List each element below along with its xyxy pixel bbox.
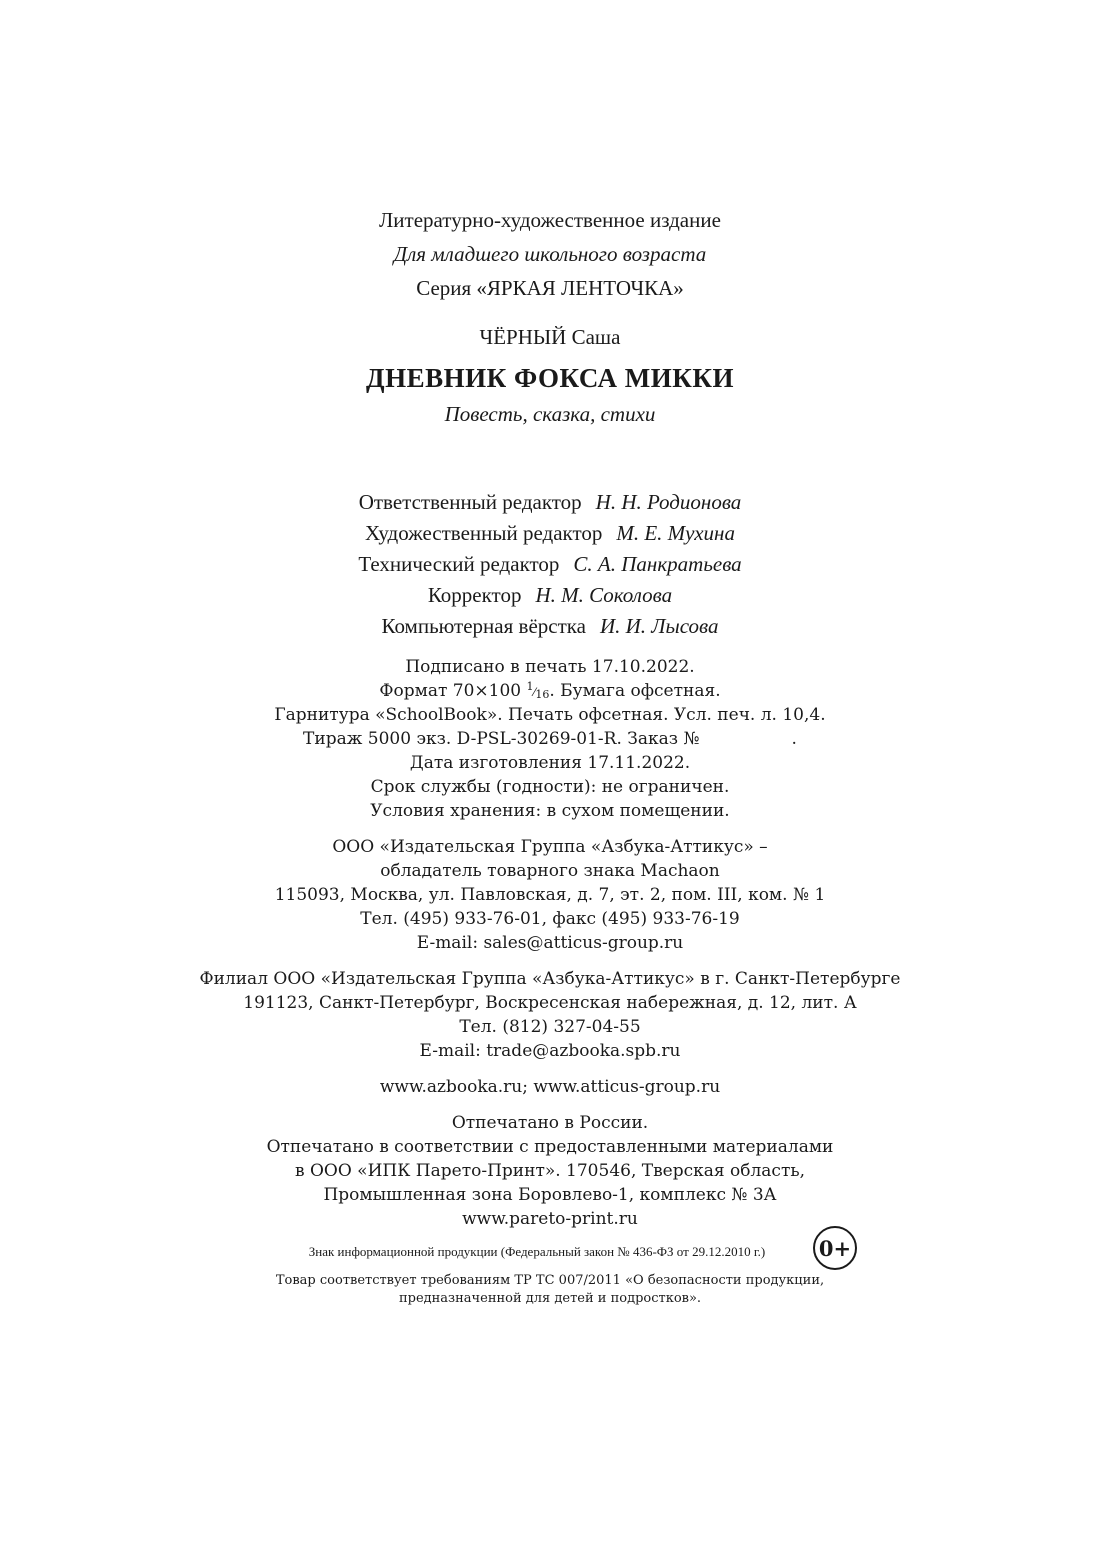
format-fraction: 1⁄16 (526, 680, 550, 701)
credit-person: Н. Н. Родионова (595, 490, 742, 514)
publisher-name: ООО «Издательская Группа «Азбука-Аттикус» – (332, 837, 768, 857)
credit-role: Корректор (427, 583, 522, 607)
age-rating-badge: 0+ (813, 1226, 857, 1270)
printed-country: Отпечатано в России. (451, 1113, 649, 1133)
audience-line: Для младшего школьного возраста (393, 242, 707, 266)
book-subtitle: Повесть, сказка, стихи (444, 402, 656, 426)
credit-line (0, 519, 1100, 547)
branch-name: Филиал ООО «Издательская Группа «Азбука-Аттикус» в г. Санкт-Петербурге (199, 969, 901, 989)
run-line: Тираж 5000 экз. D-PSL-30269-01-R. Заказ № . (303, 729, 797, 749)
websites-line: www.azbooka.ru; www.atticus-group.ru (379, 1077, 721, 1097)
storage-line: Условия хранения: в сухом помещении. (370, 801, 730, 821)
credit-person: И. И. Лысова (599, 614, 719, 638)
printer-zone: Промышленная зона Боровлево-1, комплекс № 3А (323, 1185, 777, 1205)
signed-line: Подписано в печать 17.10.2022. (405, 657, 695, 677)
conformity-line-2: предназначенной для детей и подростков». (398, 1291, 702, 1306)
author-line (0, 323, 1100, 351)
credit-role: Технический редактор (358, 552, 560, 576)
series-line: Серия «ЯРКАЯ ЛЕНТОЧКА» (416, 276, 684, 300)
book-title: ДНЕВНИК ФОКСА МИККИ (366, 363, 734, 393)
branch-email: E-mail: trade@azbooka.spb.ru (419, 1041, 681, 1061)
shelf-life-line: Срок службы (годности): не ограничен. (370, 777, 730, 797)
typeface-line: Гарнитура «SchoolBook». Печать офсетная. Усл. печ. л. 10,4. (274, 705, 826, 725)
credit-role: Компьютерная вёрстка (381, 614, 586, 638)
info-product-sign: Знак информационной продукции (Федеральный закон № 436-ФЗ от 29.12.2010 г.) (308, 1244, 766, 1259)
genre-line: Литературно-художественное издание (379, 208, 721, 232)
publisher-phone: Тел. (495) 933-76-01, факс (495) 933-76-19 (360, 909, 740, 929)
branch-address: 191123, Санкт-Петербург, Воскресенская набережная, д. 12, лит. А (243, 993, 857, 1013)
publisher-address: 115093, Москва, ул. Павловская, д. 7, эт. 2, пом. III, ком. № 1 (274, 885, 826, 905)
publisher-trademark: обладатель товарного знака Machaon (380, 861, 720, 881)
format-line: Формат 70×100 1⁄16. Бумага офсетная. (379, 680, 721, 701)
credit-line (0, 612, 1100, 640)
made-date-line: Дата изготовления 17.11.2022. (409, 753, 691, 773)
printer-site: www.pareto-print.ru (462, 1209, 638, 1229)
author-surname: ЧЁРНЫЙ (479, 325, 567, 349)
credit-line (0, 581, 1100, 609)
publisher-email: E-mail: sales@atticus-group.ru (416, 933, 684, 953)
printer-line: в ООО «ИПК Парето-Принт». 170546, Тверская область, (294, 1161, 806, 1181)
credit-line (0, 550, 1100, 578)
printed-conformity: Отпечатано в соответствии с предоставленными материалами (266, 1137, 834, 1157)
credit-person: Н. М. Соколова (535, 583, 673, 607)
credit-person: С. А. Панкратьева (573, 552, 742, 576)
credit-role: Художественный редактор (365, 521, 603, 545)
credit-line (0, 488, 1100, 516)
branch-phone: Тел. (812) 327-04-55 (459, 1017, 641, 1037)
conformity-line-1: Товар соответствует требованиям ТР ТС 007/2011 «О безопасности продукции, (275, 1273, 825, 1288)
author-name: Саша (571, 325, 621, 349)
credit-role: Ответственный редактор (358, 490, 582, 514)
credit-person: М. Е. Мухина (616, 521, 735, 545)
